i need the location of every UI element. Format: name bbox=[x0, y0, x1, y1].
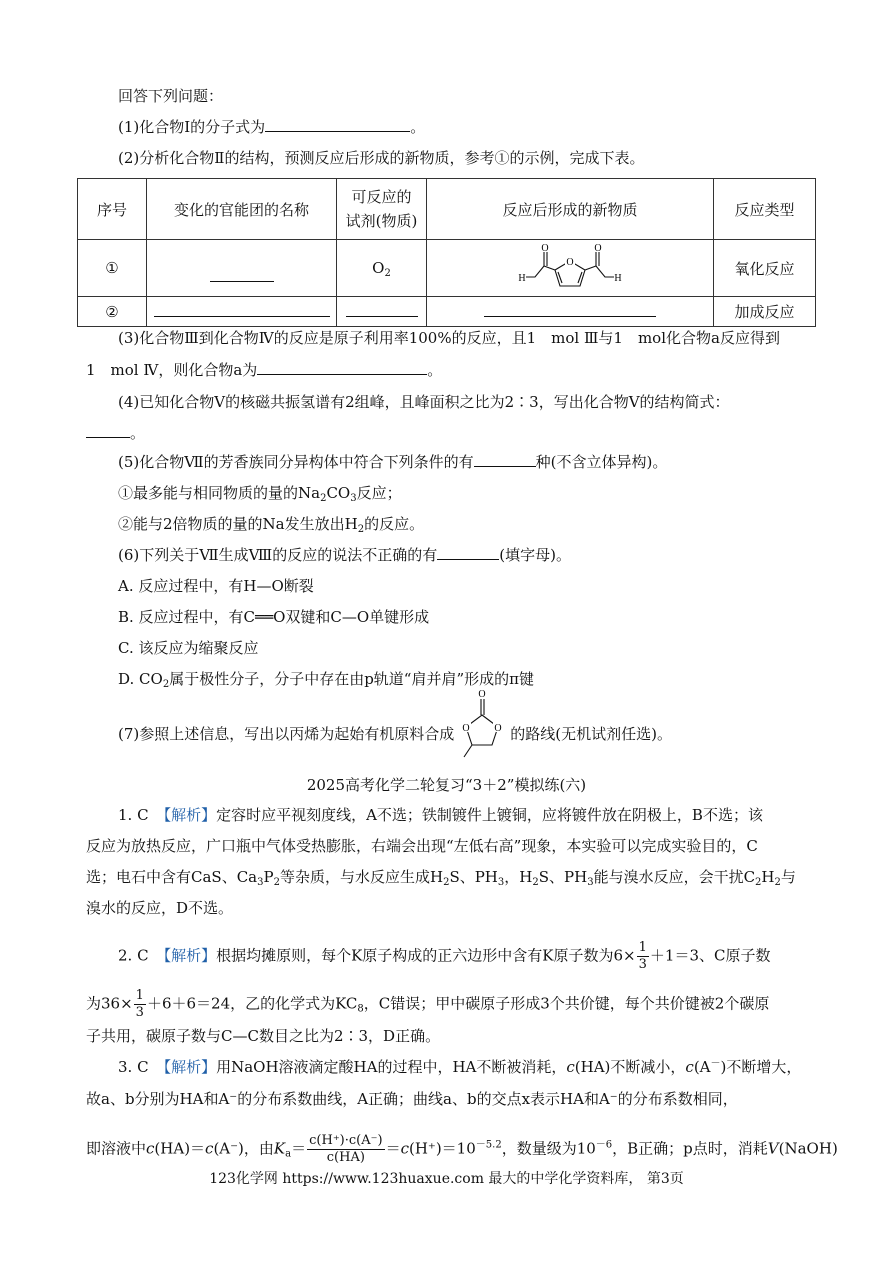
answer-2-line-1 bbox=[118, 940, 770, 973]
italic-c: c bbox=[400, 1139, 409, 1158]
question-3-line-1: (3)化合物Ⅲ到化合物Ⅳ的反应是原子利用率100%的反应，且1 mol Ⅲ与1 mol化合物a反应得到 bbox=[118, 329, 780, 347]
option-b: B. 反应过程中，有C══O双键和C—O单键形成 bbox=[118, 608, 430, 626]
row-1-product bbox=[427, 240, 714, 297]
subscript: 2 bbox=[755, 877, 762, 888]
condition-text: ①最多能与相同物质的量的Na bbox=[118, 484, 321, 502]
question-4-line-1: (4)已知化合物Ⅴ的核磁共振氢谱有2组峰，且峰面积之比为2∶3，写出化合物Ⅴ的结构简式： bbox=[118, 393, 730, 411]
answer-2-line-3: 子共用，碳原子数与C—C数目之比为2∶3，D正确。 bbox=[86, 1027, 441, 1045]
question-1-text: (1)化合物Ⅰ的分子式为 bbox=[118, 118, 266, 136]
superscript: － bbox=[710, 1058, 721, 1069]
italic-v: V bbox=[767, 1139, 779, 1158]
question-3-text: 1 mol Ⅳ，则化合物a为 bbox=[86, 361, 258, 379]
answer-text: ，H bbox=[504, 868, 533, 886]
answer-text: ＝ bbox=[385, 1139, 401, 1158]
subscript: 2 bbox=[357, 524, 365, 535]
subscript: 2 bbox=[443, 877, 450, 888]
answer-2-line-2 bbox=[86, 988, 769, 1021]
subscript: 3 bbox=[257, 877, 264, 888]
atom-label: O bbox=[478, 689, 486, 700]
answer-blank[interactable] bbox=[257, 360, 427, 375]
answer-text: ，数量级为10 bbox=[501, 1139, 596, 1158]
reaction-table bbox=[77, 178, 816, 327]
answer-text: (HA)＝ bbox=[154, 1139, 206, 1158]
answer-text: 选；电石中含有CaS、Ca bbox=[86, 868, 258, 886]
subscript: a bbox=[285, 1148, 292, 1160]
question-2: (2)分析化合物Ⅱ的结构，预测反应后形成的新物质，参考①的示例，完成下表。 bbox=[118, 149, 645, 167]
italic-c: c bbox=[566, 1058, 575, 1076]
answer-text: 能与溴水反应，会干扰C bbox=[593, 868, 756, 886]
answer-text: 用NaOH溶液滴定酸HA的过程中，HA不断被消耗， bbox=[216, 1058, 567, 1076]
question-6 bbox=[118, 545, 571, 565]
question-5-text: (5)化合物Ⅶ的芳香族同分异构体中符合下列条件的有 bbox=[118, 453, 474, 471]
analysis-tag: 【解析】 bbox=[163, 946, 217, 965]
question-7-text: (7)参照上述信息，写出以丙烯为起始有机原料合成 bbox=[118, 725, 455, 743]
furandicarbaldehyde-structure bbox=[510, 243, 630, 293]
question-5-condition-1 bbox=[118, 483, 402, 503]
answer-text: (A bbox=[693, 1058, 711, 1076]
fraction bbox=[307, 1133, 384, 1166]
header-product: 反应后形成的新物质 bbox=[427, 179, 714, 240]
subscript: 8 bbox=[357, 1003, 364, 1015]
answer-number: 2. C bbox=[118, 946, 149, 965]
option-d-text: D. CO bbox=[118, 670, 163, 688]
subscript: 3 bbox=[497, 877, 505, 888]
answer-text: 定容时应平视刻度线，A不选；铁制镀件上镀铜，应将镀件放在阴极上，B不选；该 bbox=[216, 806, 763, 824]
superscript: －6 bbox=[595, 1139, 613, 1151]
answer-text: ＋6＋6＝24，乙的化学式为KC bbox=[146, 994, 358, 1013]
row-2-no: ② bbox=[78, 297, 147, 327]
question-6-end: (填字母)。 bbox=[499, 546, 571, 564]
header-reagent-line1: 可反应的 bbox=[351, 188, 412, 206]
option-a: A. 反应过程中，有H—O断裂 bbox=[118, 577, 314, 595]
answer-text: )不断增大， bbox=[720, 1058, 802, 1076]
row-2-product bbox=[427, 297, 714, 327]
fraction-denominator: c(HA) bbox=[326, 1150, 365, 1165]
fraction-numerator: c(H⁺)·c(A⁻) bbox=[309, 1133, 383, 1148]
answer-section-title: 2025高考化学二轮复习“3＋2”模拟练(六) bbox=[306, 776, 587, 794]
atom-label: H bbox=[614, 273, 622, 284]
atom-label: O bbox=[566, 257, 574, 268]
italic-c: c bbox=[205, 1139, 214, 1158]
answer-3-line-1 bbox=[118, 1057, 801, 1077]
fraction-denominator: 3 bbox=[638, 957, 647, 972]
option-c: C. 该反应为缩聚反应 bbox=[118, 639, 259, 657]
atom-label: O bbox=[462, 723, 470, 734]
answer-1-line-2: 反应为放热反应，广口瓶中气体受热膨胀，右端会出现“左低右高”现象，本实验可以完成实验目的，C bbox=[86, 837, 758, 855]
answer-text: (NaOH) bbox=[778, 1139, 838, 1158]
question-5-condition-2 bbox=[118, 514, 424, 534]
answer-1-line-4: 溴水的反应，D不选。 bbox=[86, 899, 234, 917]
atom-label: H bbox=[518, 273, 526, 284]
answer-text: S、PH bbox=[538, 868, 588, 886]
intro-text: 回答下列问题： bbox=[118, 87, 224, 105]
question-7-end: 的路线(无机试剂任选)。 bbox=[510, 725, 672, 743]
condition-text: 的反应。 bbox=[364, 515, 425, 533]
answer-text: 即溶液中 bbox=[86, 1139, 147, 1158]
answer-blank[interactable] bbox=[484, 302, 656, 317]
analysis-tag: 【解析】 bbox=[163, 806, 217, 824]
subscript: 2 bbox=[320, 493, 327, 504]
question-4-line-2 bbox=[86, 423, 145, 443]
subscript: 2 bbox=[774, 877, 781, 888]
answer-number: 3. C bbox=[118, 1058, 149, 1076]
question-6-text: (6)下列关于Ⅶ生成Ⅷ的反应的说法不正确的有 bbox=[118, 546, 438, 564]
header-reagent bbox=[337, 179, 427, 240]
atom-label: O bbox=[541, 243, 549, 254]
row-1-no: ① bbox=[78, 240, 147, 297]
answer-text: 与 bbox=[780, 868, 796, 886]
answer-1-line-1 bbox=[118, 805, 763, 825]
condition-text: ②能与2倍物质的量的Na发生放出H bbox=[118, 515, 358, 533]
answer-blank[interactable] bbox=[346, 302, 418, 317]
answer-text: 等杂质，与水反应生成H bbox=[279, 868, 444, 886]
subscript: 2 bbox=[162, 679, 170, 690]
atom-label: O bbox=[494, 723, 502, 734]
reagent-text: O bbox=[372, 259, 385, 277]
italic-c: c bbox=[146, 1139, 155, 1158]
question-5-end: 种(不含立体异构)。 bbox=[535, 453, 668, 471]
answer-text: (HA)不断减小， bbox=[574, 1058, 686, 1076]
answer-3-line-3: 即溶液中c(HA)＝c(A⁻)，由$K_a=$ $\frac{c(H^+)\cdot c(A^-)}{c(HA)}$ $=c(H^+)=10^{-5.2}$，数量级为$10^{-6}$，B正确；p点时，消耗V(NaOH) bbox=[86, 1133, 838, 1165]
row-2-type: 加成反应 bbox=[714, 297, 816, 327]
italic-k: K bbox=[273, 1139, 286, 1158]
header-type: 反应类型 bbox=[714, 179, 816, 240]
answer-text: P bbox=[263, 868, 274, 886]
italic-c: c bbox=[685, 1058, 694, 1076]
reagent-subscript: 2 bbox=[384, 268, 391, 279]
header-group: 变化的官能团的名称 bbox=[147, 179, 337, 240]
answer-blank[interactable] bbox=[437, 545, 499, 560]
answer-blank[interactable] bbox=[154, 302, 330, 317]
question-1-end: 。 bbox=[410, 118, 426, 136]
answer-text: H bbox=[761, 868, 775, 886]
row-2-reagent bbox=[337, 297, 427, 327]
question-3-end: 。 bbox=[427, 361, 443, 379]
condition-text: 反应； bbox=[356, 484, 402, 502]
answer-text: (A⁻)，由 bbox=[213, 1139, 274, 1158]
header-no: 序号 bbox=[78, 179, 147, 240]
question-3-line-2 bbox=[86, 360, 442, 380]
answer-blank[interactable] bbox=[474, 452, 536, 467]
propylene-carbonate-structure bbox=[454, 689, 510, 739]
question-7 bbox=[118, 689, 672, 744]
answer-text: ＋1＝3、C原子数 bbox=[649, 946, 771, 965]
answer-number: 1. C bbox=[118, 806, 149, 824]
answer-text: 为36× bbox=[86, 994, 133, 1013]
fraction bbox=[637, 940, 649, 973]
subscript: 2 bbox=[273, 877, 280, 888]
row-2-group bbox=[147, 297, 337, 327]
answer-blank[interactable] bbox=[86, 423, 130, 438]
option-d bbox=[118, 669, 534, 689]
answer-3-line-2: 故a、b分别为HA和A⁻的分布系数曲线，A正确；曲线a、b的交点x表示HA和A⁻的分布系数相同， bbox=[86, 1090, 738, 1108]
page-footer: 123化学网 https://www.123huaxue.com 最大的中学化学资料库， 第3页 bbox=[209, 1171, 684, 1187]
answer-blank[interactable] bbox=[210, 267, 274, 282]
answer-text: S、PH bbox=[449, 868, 498, 886]
question-5 bbox=[118, 452, 667, 472]
row-1-group bbox=[147, 240, 337, 297]
condition-text: CO bbox=[326, 484, 351, 502]
answer-text: ，B正确；p点时，消耗 bbox=[612, 1139, 768, 1158]
fraction-denominator: 3 bbox=[135, 1005, 144, 1020]
fraction-numerator: 1 bbox=[135, 988, 144, 1003]
row-1-reagent bbox=[337, 240, 427, 297]
fraction bbox=[134, 988, 146, 1021]
fraction-numerator: 1 bbox=[638, 940, 647, 955]
subscript: 3 bbox=[587, 877, 594, 888]
answer-text: 根据均摊原则，每个K原子构成的正六边形中含有K原子数为6× bbox=[216, 946, 636, 965]
header-reagent-line2: 试剂(物质) bbox=[345, 212, 418, 230]
atom-label: O bbox=[594, 243, 602, 254]
answer-blank[interactable] bbox=[265, 117, 410, 132]
question-4-end: 。 bbox=[130, 424, 146, 442]
row-1-type: 氧化反应 bbox=[714, 240, 816, 297]
subscript: 3 bbox=[350, 493, 357, 504]
subscript: 2 bbox=[532, 877, 539, 888]
option-d-text: 属于极性分子，分子中存在由p轨道“肩并肩”形成的π键 bbox=[169, 670, 534, 688]
answer-1-line-3 bbox=[86, 867, 796, 887]
analysis-tag: 【解析】 bbox=[163, 1058, 217, 1076]
superscript: －5.2 bbox=[475, 1139, 502, 1151]
answer-text: (H⁺)＝10 bbox=[408, 1139, 476, 1158]
question-1 bbox=[118, 117, 425, 137]
answer-text: ，C错误；甲中碳原子形成3个共价键，每个共价键被2个碳原 bbox=[363, 994, 770, 1013]
